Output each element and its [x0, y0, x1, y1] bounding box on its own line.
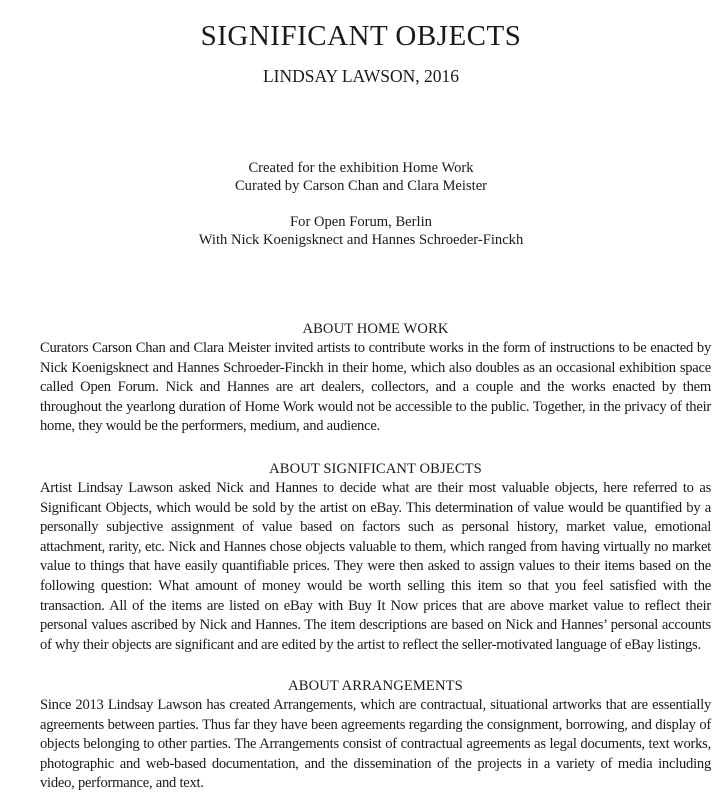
credit-line-curators: Curated by Carson Chan and Clara Meister	[234, 178, 488, 194]
section-about-arrangements	[40, 677, 711, 794]
section-body: Artist Lindsay Lawson asked Nick and Hannes to decide what are their most valuable objects, here referred to as Significant Objects, which would be sold by the artist on eBay. This determination of value would be quantified by a personally subjective assignment of value based on factors such as personal history, market value, emotional attachment, rarity, etc. Nick and Hannes chose objects valuable to them, which ranged from having virtually no market value to things that have easily quantifiable prices. They were then asked to assign values to their items based on the following question: What amount of money would be worth selling this item so that you feel satisfied with the transaction. All of the items are listed on eBay with Buy It Now prices that are above market value to reflect their personal values ascribed by Nick and Hannes. The item descriptions are based on Nick and Hannes’ personal accounts of why their objects are significant and are edited by the artist to reflect the seller-motivated language of eBay listings.	[40, 480, 711, 653]
section-about-significant-objects	[40, 460, 711, 655]
credit-line-collaborators: With Nick Koenigsknect and Hannes Schroeder-Finckh	[198, 232, 524, 248]
section-body: Since 2013 Lindsay Lawson has created Arrangements, which are contractual, situational artworks that are essentially agreements between parties. Thus far they have been agreements regarding the consignment, borrowing, and display of objects belonging to other parties. The Arrangements consist of contractual agreements as legal documents, text works, photographic and web-based documentation, and the dissemination of the projects in a variety of media including video, performance, and text.	[40, 697, 711, 792]
artist-and-year: LINDSAY LAWSON, 2016	[262, 66, 460, 86]
credit-line-exhibition: Created for the exhibition Home Work	[248, 160, 474, 176]
credit-line-venue: For Open Forum, Berlin	[290, 214, 432, 230]
section-heading: ABOUT HOME WORK	[302, 321, 449, 337]
exhibition-credits	[0, 159, 722, 249]
document-title: SIGNIFICANT OBJECTS	[200, 20, 522, 52]
section-body: Curators Carson Chan and Clara Meister invited artists to contribute works in the form of instructions to be enacted by Nick Koenigsknect and Hannes Schroeder-Finckh in their home, which also doubles as an occasional exhibition space called Open Forum. Nick and Hannes are art dealers, collectors, and a couple and the works enacted by them throughout the yearlong duration of Home Work would not be accessible to the public. Together, in the privacy of their home, they would be the performers, medium, and audience.	[40, 340, 711, 435]
section-heading: ABOUT SIGNIFICANT OBJECTS	[269, 461, 482, 477]
section-heading: ABOUT ARRANGEMENTS	[288, 678, 463, 694]
section-about-home-work	[40, 320, 711, 437]
spacer	[0, 195, 722, 213]
